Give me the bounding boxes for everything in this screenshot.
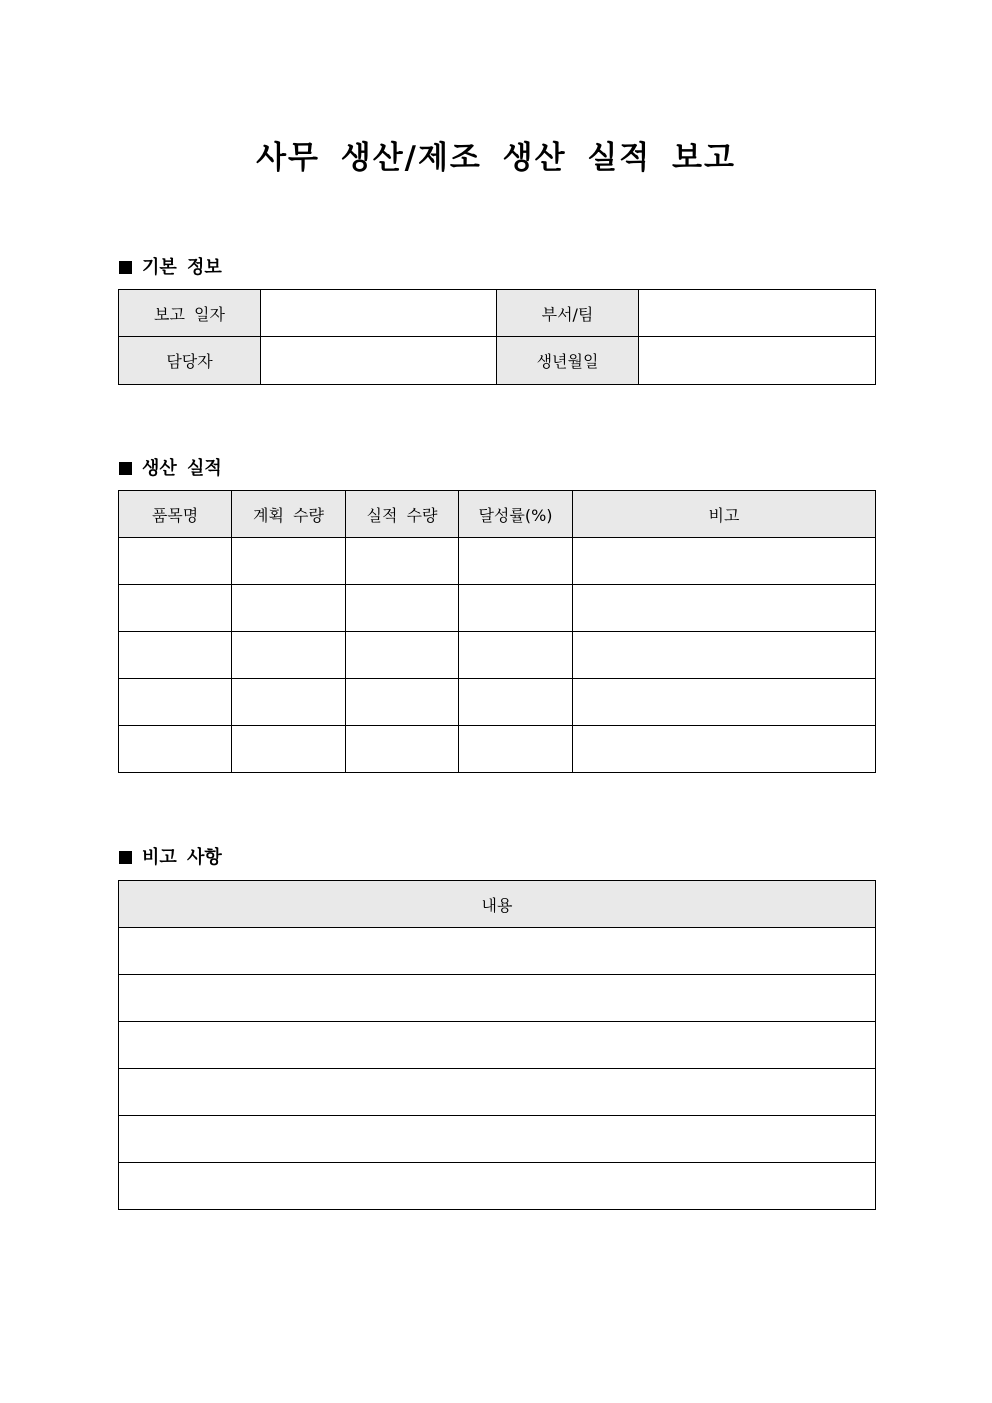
planned-qty-cell[interactable]	[232, 679, 346, 726]
report-date-label: 보고 일자	[119, 290, 261, 337]
item-name-cell[interactable]	[119, 632, 232, 679]
column-header-content: 내용	[119, 881, 876, 928]
item-name-cell[interactable]	[119, 538, 232, 585]
report-date-field[interactable]	[261, 290, 497, 337]
achievement-rate-cell[interactable]	[459, 585, 573, 632]
column-header-planned-qty: 계획 수량	[232, 491, 346, 538]
content-cell[interactable]	[119, 1069, 876, 1116]
department-label: 부서/팀	[497, 290, 639, 337]
item-name-cell[interactable]	[119, 679, 232, 726]
achievement-rate-cell[interactable]	[459, 679, 573, 726]
section-heading-basic-info	[119, 253, 222, 279]
section-heading-remarks	[119, 843, 222, 869]
section-heading-production	[119, 454, 222, 480]
remarks-cell[interactable]	[573, 538, 876, 585]
table-row	[119, 726, 876, 773]
table-row	[119, 928, 876, 975]
item-name-cell[interactable]	[119, 726, 232, 773]
column-header-remarks: 비고	[573, 491, 876, 538]
square-bullet-icon	[119, 261, 132, 274]
table-row	[119, 290, 876, 337]
remarks-cell[interactable]	[573, 632, 876, 679]
column-header-item-name: 품목명	[119, 491, 232, 538]
planned-qty-cell[interactable]	[232, 726, 346, 773]
content-cell[interactable]	[119, 975, 876, 1022]
remarks-cell[interactable]	[573, 726, 876, 773]
table-row	[119, 337, 876, 385]
planned-qty-cell[interactable]	[232, 632, 346, 679]
table-row	[119, 585, 876, 632]
actual-qty-cell[interactable]	[346, 585, 459, 632]
table-row	[119, 632, 876, 679]
table-header-row	[119, 881, 876, 928]
achievement-rate-cell[interactable]	[459, 726, 573, 773]
table-row	[119, 679, 876, 726]
planned-qty-cell[interactable]	[232, 585, 346, 632]
content-cell[interactable]	[119, 1022, 876, 1069]
table-row	[119, 1069, 876, 1116]
document-title: 사무 생산/제조 생산 실적 보고	[256, 140, 736, 176]
square-bullet-icon	[119, 851, 132, 864]
actual-qty-cell[interactable]	[346, 632, 459, 679]
table-row	[119, 538, 876, 585]
content-cell[interactable]	[119, 928, 876, 975]
production-table	[118, 490, 876, 773]
table-row	[119, 1116, 876, 1163]
birth-date-label: 생년월일	[497, 337, 639, 385]
remarks-table	[118, 880, 876, 1210]
section-heading-label: 생산 실적	[142, 458, 222, 479]
department-field[interactable]	[639, 290, 876, 337]
column-header-achievement-rate: 달성률(%)	[459, 491, 573, 538]
achievement-rate-cell[interactable]	[459, 538, 573, 585]
section-heading-label: 기본 정보	[142, 257, 222, 278]
column-header-actual-qty: 실적 수량	[346, 491, 459, 538]
table-header-row	[119, 491, 876, 538]
manager-label: 담당자	[119, 337, 261, 385]
actual-qty-cell[interactable]	[346, 679, 459, 726]
birth-date-field[interactable]	[639, 337, 876, 385]
content-cell[interactable]	[119, 1163, 876, 1210]
table-row	[119, 1022, 876, 1069]
actual-qty-cell[interactable]	[346, 726, 459, 773]
achievement-rate-cell[interactable]	[459, 632, 573, 679]
section-heading-label: 비고 사항	[142, 847, 222, 868]
square-bullet-icon	[119, 462, 132, 475]
planned-qty-cell[interactable]	[232, 538, 346, 585]
remarks-cell[interactable]	[573, 585, 876, 632]
manager-field[interactable]	[261, 337, 497, 385]
content-cell[interactable]	[119, 1116, 876, 1163]
table-row	[119, 1163, 876, 1210]
basic-info-table	[118, 289, 876, 385]
table-row	[119, 975, 876, 1022]
remarks-cell[interactable]	[573, 679, 876, 726]
item-name-cell[interactable]	[119, 585, 232, 632]
actual-qty-cell[interactable]	[346, 538, 459, 585]
